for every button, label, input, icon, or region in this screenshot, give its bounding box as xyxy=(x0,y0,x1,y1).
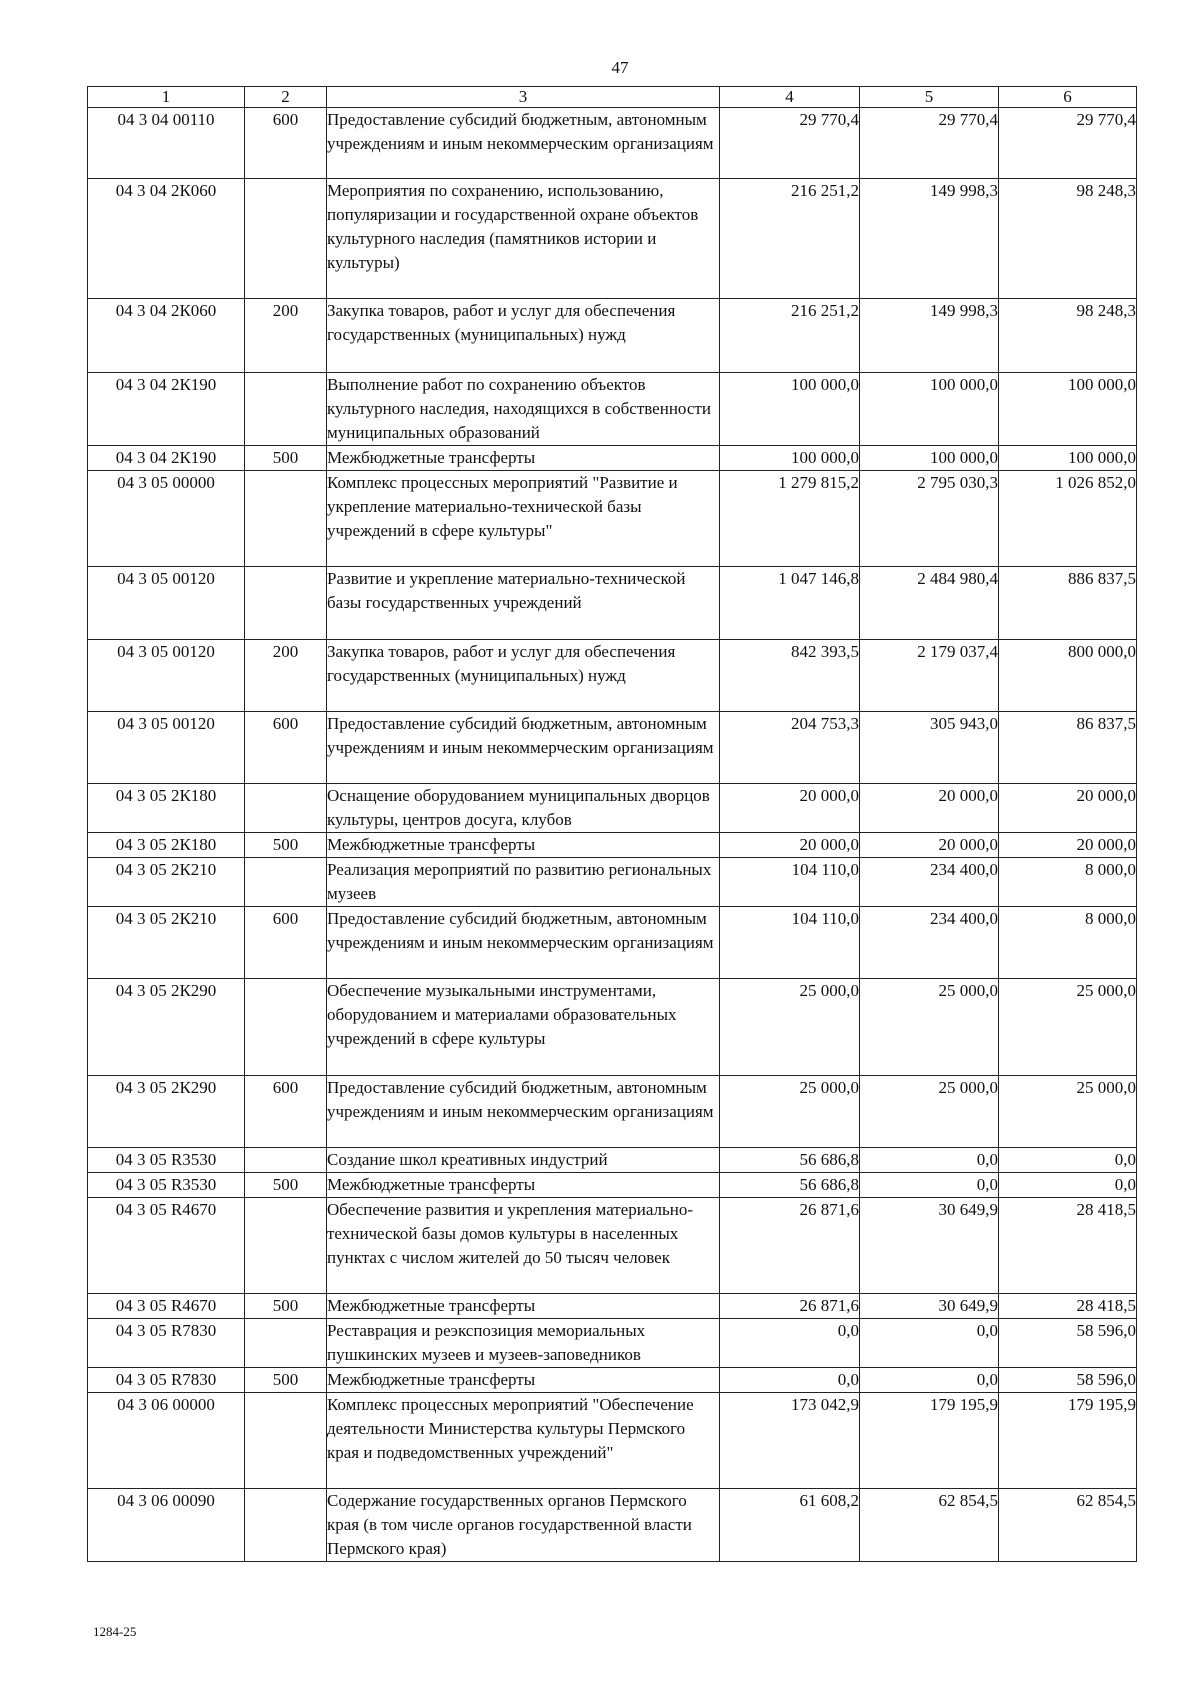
row-name: Выполнение работ по сохранению объектов культурного наследия, находящихся в собственности муниципальных образований xyxy=(327,373,720,446)
row-amount-year2: 20 000,0 xyxy=(860,833,999,858)
col-header-6: 6 xyxy=(999,87,1137,108)
row-amount-year1: 25 000,0 xyxy=(720,1076,860,1148)
row-name: Предоставление субсидий бюджетным, автономным учреждениям и иным некоммерческим организациям xyxy=(327,108,720,179)
row-amount-year2: 234 400,0 xyxy=(860,907,999,979)
row-amount-year3: 100 000,0 xyxy=(999,446,1137,471)
row-name: Предоставление субсидий бюджетным, автономным учреждениям и иным некоммерческим организациям xyxy=(327,1076,720,1148)
row-amount-year3: 28 418,5 xyxy=(999,1294,1137,1319)
row-amount-year1: 26 871,6 xyxy=(720,1294,860,1319)
row-amount-year2: 2 795 030,3 xyxy=(860,471,999,567)
row-amount-year3: 20 000,0 xyxy=(999,833,1137,858)
row-amount-year1: 100 000,0 xyxy=(720,373,860,446)
row-amount-year1: 26 871,6 xyxy=(720,1198,860,1294)
row-amount-year1: 20 000,0 xyxy=(720,833,860,858)
row-name: Оснащение оборудованием муниципальных дворцов культуры, центров досуга, клубов xyxy=(327,784,720,833)
row-name: Предоставление субсидий бюджетным, автономным учреждениям и иным некоммерческим организациям xyxy=(327,907,720,979)
row-amount-year1: 25 000,0 xyxy=(720,979,860,1076)
col-header-4: 4 xyxy=(720,87,860,108)
row-amount-year1: 216 251,2 xyxy=(720,179,860,299)
row-amount-year3: 886 837,5 xyxy=(999,567,1137,640)
row-code: 04 3 05 R3530 xyxy=(88,1173,245,1198)
row-amount-year3: 62 854,5 xyxy=(999,1489,1137,1562)
row-code: 04 3 05 2К180 xyxy=(88,833,245,858)
header-row xyxy=(88,87,1137,108)
row-code: 04 3 05 00120 xyxy=(88,640,245,712)
row-amount-year3: 20 000,0 xyxy=(999,784,1137,833)
row-amount-year1: 0,0 xyxy=(720,1319,860,1368)
row-amount-year3: 98 248,3 xyxy=(999,179,1137,299)
table-row xyxy=(88,712,1137,784)
row-name: Создание школ креативных индустрий xyxy=(327,1148,720,1173)
table-row xyxy=(88,640,1137,712)
row-amount-year3: 58 596,0 xyxy=(999,1368,1137,1393)
row-code: 04 3 04 00110 xyxy=(88,108,245,179)
row-code: 04 3 05 R7830 xyxy=(88,1319,245,1368)
row-name: Содержание государственных органов Пермского края (в том числе органов государственной власти Пермского края) xyxy=(327,1489,720,1562)
row-expense-type xyxy=(245,1489,327,1562)
row-amount-year1: 842 393,5 xyxy=(720,640,860,712)
row-expense-type xyxy=(245,567,327,640)
row-expense-type xyxy=(245,784,327,833)
row-amount-year2: 0,0 xyxy=(860,1148,999,1173)
row-code: 04 3 04 2К190 xyxy=(88,446,245,471)
row-amount-year2: 30 649,9 xyxy=(860,1294,999,1319)
table-row xyxy=(88,979,1137,1076)
row-name: Комплекс процессных мероприятий "Обеспечение деятельности Министерства культуры Пермского края и подведомственных учреждений" xyxy=(327,1393,720,1489)
row-amount-year1: 56 686,8 xyxy=(720,1148,860,1173)
row-amount-year2: 20 000,0 xyxy=(860,784,999,833)
row-name: Закупка товаров, работ и услуг для обеспечения государственных (муниципальных) нужд xyxy=(327,640,720,712)
row-code: 04 3 05 2К180 xyxy=(88,784,245,833)
row-name: Развитие и укрепление материально-технической базы государственных учреждений xyxy=(327,567,720,640)
row-amount-year1: 1 047 146,8 xyxy=(720,567,860,640)
row-expense-type: 600 xyxy=(245,108,327,179)
row-expense-type xyxy=(245,1393,327,1489)
row-amount-year3: 0,0 xyxy=(999,1148,1137,1173)
row-amount-year2: 179 195,9 xyxy=(860,1393,999,1489)
table-row xyxy=(88,1489,1137,1562)
row-code: 04 3 05 R3530 xyxy=(88,1148,245,1173)
table-row xyxy=(88,1368,1137,1393)
row-name: Закупка товаров, работ и услуг для обеспечения государственных (муниципальных) нужд xyxy=(327,299,720,373)
col-header-5: 5 xyxy=(860,87,999,108)
row-code: 04 3 04 2К060 xyxy=(88,179,245,299)
row-code: 04 3 06 00000 xyxy=(88,1393,245,1489)
table-row xyxy=(88,108,1137,179)
row-name: Реставрация и реэкспозиция мемориальных пушкинских музеев и музеев-заповедников xyxy=(327,1319,720,1368)
page-number: 47 xyxy=(611,58,629,77)
row-code: 04 3 05 R4670 xyxy=(88,1294,245,1319)
row-amount-year3: 100 000,0 xyxy=(999,373,1137,446)
row-code: 04 3 05 R7830 xyxy=(88,1368,245,1393)
row-expense-type: 600 xyxy=(245,712,327,784)
row-amount-year2: 0,0 xyxy=(860,1173,999,1198)
row-code: 04 3 05 2К210 xyxy=(88,858,245,907)
row-amount-year1: 100 000,0 xyxy=(720,446,860,471)
table-row xyxy=(88,567,1137,640)
row-code: 04 3 05 2К290 xyxy=(88,979,245,1076)
table-row xyxy=(88,471,1137,567)
table-row xyxy=(88,858,1137,907)
row-expense-type: 500 xyxy=(245,1294,327,1319)
row-amount-year1: 204 753,3 xyxy=(720,712,860,784)
row-expense-type: 500 xyxy=(245,446,327,471)
table-row xyxy=(88,907,1137,979)
row-amount-year3: 1 026 852,0 xyxy=(999,471,1137,567)
row-amount-year3: 8 000,0 xyxy=(999,858,1137,907)
row-amount-year2: 62 854,5 xyxy=(860,1489,999,1562)
table-row xyxy=(88,373,1137,446)
row-expense-type xyxy=(245,179,327,299)
table-row xyxy=(88,446,1137,471)
row-expense-type: 500 xyxy=(245,1368,327,1393)
table-row xyxy=(88,784,1137,833)
col-header-1: 1 xyxy=(88,87,245,108)
row-amount-year2: 25 000,0 xyxy=(860,1076,999,1148)
row-amount-year1: 0,0 xyxy=(720,1368,860,1393)
row-code: 04 3 05 2К210 xyxy=(88,907,245,979)
row-amount-year3: 179 195,9 xyxy=(999,1393,1137,1489)
row-expense-type xyxy=(245,1319,327,1368)
row-expense-type: 600 xyxy=(245,907,327,979)
row-amount-year1: 20 000,0 xyxy=(720,784,860,833)
table-row xyxy=(88,299,1137,373)
row-amount-year2: 0,0 xyxy=(860,1319,999,1368)
col-header-3: 3 xyxy=(327,87,720,108)
table-row xyxy=(88,1319,1137,1368)
row-amount-year3: 58 596,0 xyxy=(999,1319,1137,1368)
row-amount-year3: 29 770,4 xyxy=(999,108,1137,179)
row-expense-type: 500 xyxy=(245,833,327,858)
row-code: 04 3 05 2К290 xyxy=(88,1076,245,1148)
row-amount-year1: 104 110,0 xyxy=(720,907,860,979)
row-name: Межбюджетные трансферты xyxy=(327,1294,720,1319)
row-amount-year3: 25 000,0 xyxy=(999,979,1137,1076)
row-amount-year2: 0,0 xyxy=(860,1368,999,1393)
row-amount-year1: 61 608,2 xyxy=(720,1489,860,1562)
row-expense-type xyxy=(245,1198,327,1294)
table-row xyxy=(88,1076,1137,1148)
row-expense-type xyxy=(245,858,327,907)
row-name: Комплекс процессных мероприятий "Развитие и укрепление материально-технической базы учреждений в сфере культуры" xyxy=(327,471,720,567)
row-name: Предоставление субсидий бюджетным, автономным учреждениям и иным некоммерческим организациям xyxy=(327,712,720,784)
row-expense-type: 200 xyxy=(245,640,327,712)
table-row xyxy=(88,179,1137,299)
col-header-2: 2 xyxy=(245,87,327,108)
table-row xyxy=(88,1393,1137,1489)
row-amount-year3: 800 000,0 xyxy=(999,640,1137,712)
row-expense-type: 600 xyxy=(245,1076,327,1148)
row-amount-year1: 1 279 815,2 xyxy=(720,471,860,567)
row-expense-type xyxy=(245,979,327,1076)
row-name: Обеспечение развития и укрепления материально-технической базы домов культуры в населенных пунктах с числом жителей до 50 тысяч человек xyxy=(327,1198,720,1294)
row-code: 04 3 05 00120 xyxy=(88,712,245,784)
row-name: Межбюджетные трансферты xyxy=(327,446,720,471)
row-expense-type xyxy=(245,1148,327,1173)
row-code: 04 3 05 00000 xyxy=(88,471,245,567)
row-code: 04 3 05 R4670 xyxy=(88,1198,245,1294)
row-amount-year2: 234 400,0 xyxy=(860,858,999,907)
row-amount-year2: 149 998,3 xyxy=(860,299,999,373)
budget-table xyxy=(87,86,1137,1562)
row-amount-year3: 0,0 xyxy=(999,1173,1137,1198)
row-expense-type: 500 xyxy=(245,1173,327,1198)
row-name: Межбюджетные трансферты xyxy=(327,1173,720,1198)
row-code: 04 3 05 00120 xyxy=(88,567,245,640)
row-code: 04 3 06 00090 xyxy=(88,1489,245,1562)
row-amount-year1: 56 686,8 xyxy=(720,1173,860,1198)
row-amount-year1: 29 770,4 xyxy=(720,108,860,179)
row-name: Реализация мероприятий по развитию региональных музеев xyxy=(327,858,720,907)
row-amount-year3: 8 000,0 xyxy=(999,907,1137,979)
row-amount-year3: 28 418,5 xyxy=(999,1198,1137,1294)
row-amount-year2: 100 000,0 xyxy=(860,373,999,446)
row-amount-year1: 104 110,0 xyxy=(720,858,860,907)
table-row xyxy=(88,833,1137,858)
row-amount-year1: 216 251,2 xyxy=(720,299,860,373)
row-name: Обеспечение музыкальными инструментами, оборудованием и материалами образовательных учреждений в сфере культуры xyxy=(327,979,720,1076)
table-row xyxy=(88,1148,1137,1173)
row-amount-year2: 149 998,3 xyxy=(860,179,999,299)
row-amount-year2: 305 943,0 xyxy=(860,712,999,784)
row-code: 04 3 04 2К060 xyxy=(88,299,245,373)
row-expense-type xyxy=(245,471,327,567)
row-code: 04 3 04 2К190 xyxy=(88,373,245,446)
table-row xyxy=(88,1198,1137,1294)
row-name: Межбюджетные трансферты xyxy=(327,833,720,858)
row-amount-year3: 86 837,5 xyxy=(999,712,1137,784)
document-code: 1284-25 xyxy=(93,1624,137,1639)
row-amount-year2: 25 000,0 xyxy=(860,979,999,1076)
row-name: Мероприятия по сохранению, использованию, популяризации и государственной охране объектов культурного наследия (памятников истории и культуры) xyxy=(327,179,720,299)
row-expense-type xyxy=(245,373,327,446)
row-amount-year2: 30 649,9 xyxy=(860,1198,999,1294)
row-name: Межбюджетные трансферты xyxy=(327,1368,720,1393)
table-row xyxy=(88,1173,1137,1198)
row-amount-year3: 25 000,0 xyxy=(999,1076,1137,1148)
row-amount-year2: 100 000,0 xyxy=(860,446,999,471)
row-amount-year2: 29 770,4 xyxy=(860,108,999,179)
row-amount-year1: 173 042,9 xyxy=(720,1393,860,1489)
row-amount-year2: 2 484 980,4 xyxy=(860,567,999,640)
row-amount-year2: 2 179 037,4 xyxy=(860,640,999,712)
table-row xyxy=(88,1294,1137,1319)
row-amount-year3: 98 248,3 xyxy=(999,299,1137,373)
row-expense-type: 200 xyxy=(245,299,327,373)
